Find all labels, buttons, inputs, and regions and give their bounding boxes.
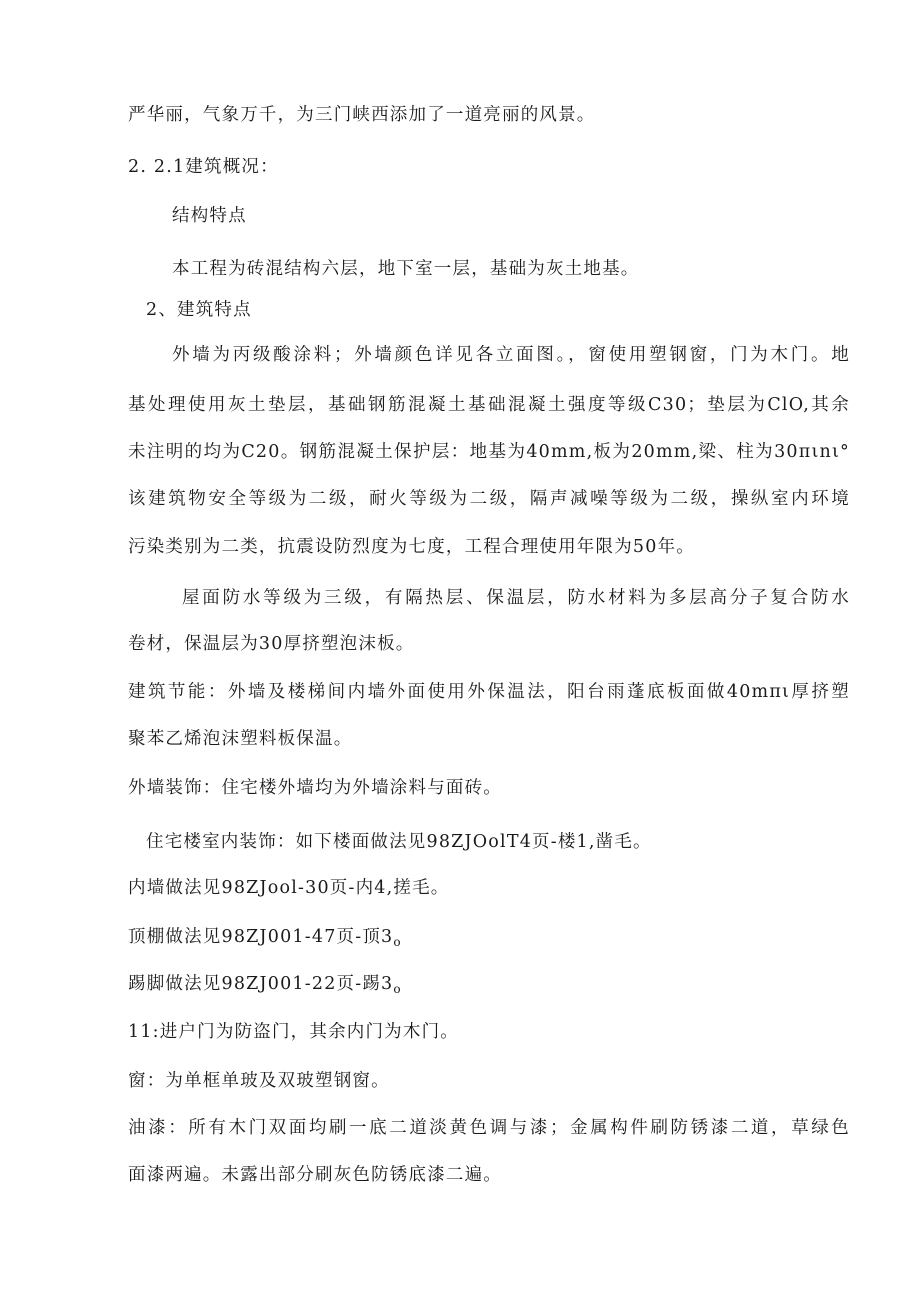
ceiling-text: 顶棚做法见98ZJ001-47页-顶3 xyxy=(128,927,394,947)
paragraph-interior-decoration: 住宅楼室内装饰：如下楼面做法见98ZJOolT4页-楼1,凿毛。 xyxy=(146,832,652,852)
paragraph-line-7: 基处理使用灰土垫层，基础钢筋混凝土基础混凝土强度等级C30；垫层为ClO,其余 xyxy=(128,395,850,415)
skirting-subscript: o xyxy=(393,982,401,996)
paragraph-line-9: 该建筑物安全等级为二级，耐火等级为二级，隔声减噪等级为二级，操纵室内环境 xyxy=(128,489,850,509)
subheading-structure: 结构特点 xyxy=(172,206,247,226)
paragraph-ceiling xyxy=(128,925,401,954)
paragraph-exterior-decoration: 外墙装饰：住宅楼外墙均为外墙涂料与面砖。 xyxy=(128,778,502,798)
paragraph-energy-2: 聚苯乙烯泡沫塑料板保温。 xyxy=(128,729,353,749)
paragraph-line-10: 污染类别为二类，抗震设防烈度为七度，工程合理使用年限为50年。 xyxy=(128,537,695,557)
paragraph-windows: 窗：为单框单玻及双玻塑钢窗。 xyxy=(128,1071,390,1091)
paragraph-line-6: 外墙为丙级酸涂料；外墙颜色详见各立面图。，窗使用塑钢窗，门为木门。地 xyxy=(172,345,850,365)
paragraph-structure: 本工程为砖混结构六层，地下室一层，基础为灰土地基。 xyxy=(172,259,640,279)
section-heading-2-1: 2. 2.1建筑概况： xyxy=(128,157,279,177)
paragraph-doors: 11:进户门为防盗门，其余内门为木门。 xyxy=(128,1022,459,1042)
paragraph-energy-1: 建筑节能：外墙及楼梯间内墙外面使用外保温法，阳台雨蓬底板面做40mπι厚挤塑 xyxy=(128,682,850,702)
paragraph-line-8: 未注明的均为C20。钢筋混凝土保护层：地基为40mm,板为20mm,梁、柱为30πιnι° xyxy=(128,442,850,462)
paragraph-skirting xyxy=(128,972,401,1001)
ceiling-subscript: o xyxy=(393,935,401,949)
paragraph-roof-2: 卷材，保温层为30厚挤塑泡沫板。 xyxy=(128,634,415,654)
paragraph-inner-wall: 内墙做法见98ZJool-30页-内4,搓毛。 xyxy=(128,878,450,898)
skirting-text: 踢脚做法见98ZJ001-22页-踢3 xyxy=(128,974,394,994)
paragraph-paint-1: 油漆：所有木门双面均刷一底二道淡黄色调与漆；金属构件刷防锈漆二道，草绿色 xyxy=(128,1118,850,1138)
subheading-architecture: 2、建筑特点 xyxy=(146,300,252,320)
paragraph-paint-2: 面漆两遍。未露出部分刷灰色防锈底漆二遍。 xyxy=(128,1165,502,1185)
paragraph-line-1: 严华丽，气象万千，为三门峡西添加了一道亮丽的风景。 xyxy=(128,105,596,125)
paragraph-roof-1: 屋面防水等级为三级，有隔热层、保温层，防水材料为多层高分子复合防水 xyxy=(182,588,850,608)
